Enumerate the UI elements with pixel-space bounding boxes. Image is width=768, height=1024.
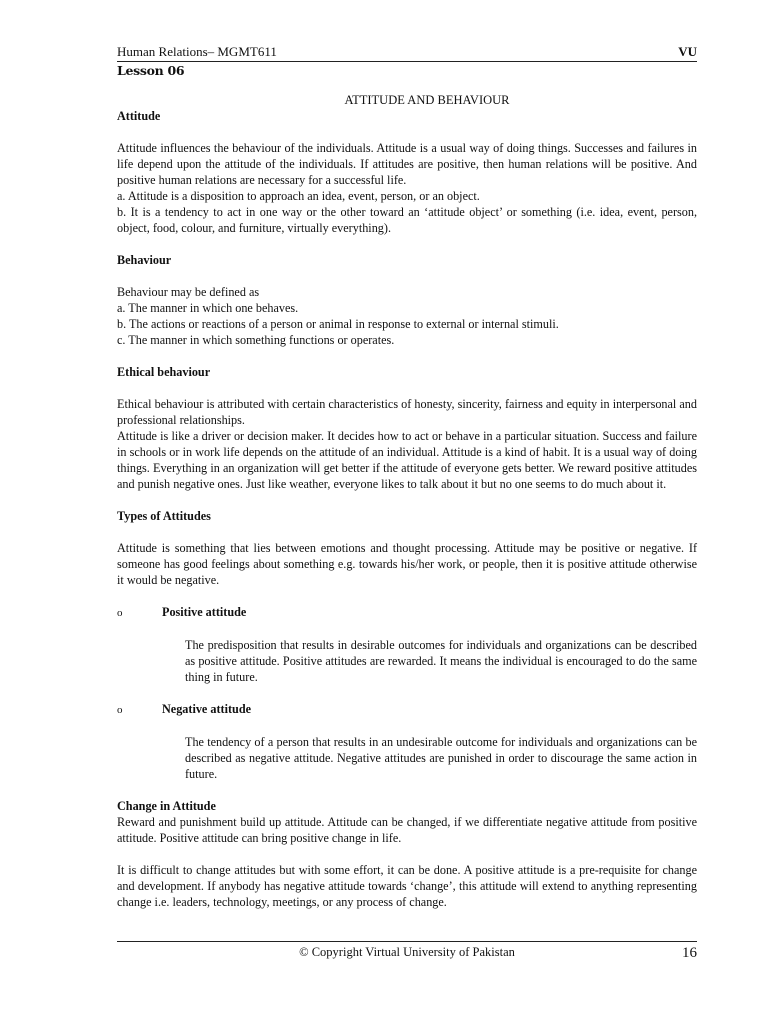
negative-attitude-bullet	[117, 701, 697, 718]
behaviour-item-b: b. The actions or reactions of a person or animal in response to external or internal stimuli.	[117, 317, 559, 331]
institution-abbrev: VU	[678, 44, 697, 59]
behaviour-intro: Behaviour may be defined as	[117, 285, 260, 299]
ethical-heading: Ethical behaviour	[117, 365, 211, 379]
change-paragraph-1: Reward and punishment build up attitude. Attitude can be changed, if we differentiate negative attitude from positive attitude. Positive attitude can bring positive change in life.	[117, 815, 697, 845]
behaviour-item-c: c. The manner in which something functions or operates.	[117, 333, 395, 347]
types-paragraph: Attitude is something that lies between emotions and thought processing. Attitude may be positive or negative. If someone has good feelings about something e.g. towards his/her work, or people, then it is positive attitude otherwise it would be negative.	[117, 541, 697, 587]
ethical-paragraph-2: Attitude is like a driver or decision maker. It decides how to act or behave in a particular situation. Success and failure in schools or in work life depends on the attitude of an individual. Attitude is a kind of habit. It is a usual way of doing things. Everything in an organization will get better if the attitude of everyone gets better. We reward positive attitudes and punish negative ones. Just like weather, everyone likes to talk about it but no one seems to do much about it.	[117, 429, 697, 491]
behaviour-heading: Behaviour	[117, 253, 172, 267]
page-title: ATTITUDE AND BEHAVIOUR	[344, 93, 510, 107]
page-footer	[117, 941, 697, 960]
types-heading: Types of Attitudes	[117, 509, 211, 523]
positive-attitude-bullet	[117, 604, 697, 621]
document-page	[117, 44, 697, 910]
page-header	[117, 44, 697, 62]
ethical-paragraph-1: Ethical behaviour is attributed with certain characteristics of honesty, sincerity, fairness and equity in interpersonal and professional relationships.	[117, 397, 697, 427]
bullet-marker: o	[117, 607, 123, 619]
behaviour-item-a: a. The manner in which one behaves.	[117, 301, 299, 315]
positive-attitude-heading: Positive attitude	[162, 605, 247, 619]
positive-attitude-text: The predisposition that results in desirable outcomes for individuals and organizations can be described as positive attitude. Positive attitudes are rewarded. It means the individual is encouraged to do the same thing in future.	[185, 638, 697, 684]
attitude-paragraph: Attitude influences the behaviour of the individuals. Attitude is a usual way of doing things. Successes and failures in life depend upon the attitude of the individuals. If attitudes are positive, then human relations will be positive. And positive human relations are necessary for a successful life.	[117, 141, 697, 187]
negative-attitude-text: The tendency of a person that results in an undesirable outcome for individuals and organizations can be described as negative attitude. Negative attitudes are punished in order to discourage the same action in future.	[185, 735, 697, 781]
change-heading: Change in Attitude	[117, 799, 216, 813]
change-paragraph-2: It is difficult to change attitudes but with some effort, it can be done. A positive attitude is a pre-requisite for change and development. If anybody has negative attitude towards ‘change’, this attitude will extend to anything representing change i.e. leaders, technology, meetings, or any process of change.	[117, 863, 697, 909]
negative-attitude-heading: Negative attitude	[162, 702, 252, 716]
course-title: Human Relations– MGMT611	[117, 44, 277, 59]
attitude-item-a: a. Attitude is a disposition to approach an idea, event, person, or an object.	[117, 189, 480, 203]
lesson-label: Lesson 06	[117, 63, 185, 78]
page-number: 16	[682, 945, 697, 961]
bullet-marker: o	[117, 704, 123, 716]
attitude-item-b: b. It is a tendency to act in one way or the other toward an ‘attitude object’ or something (i.e. idea, event, person, object, food, colour, and furniture, virtually everything).	[117, 205, 697, 235]
attitude-heading: Attitude	[117, 109, 161, 123]
copyright-text: © Copyright Virtual University of Pakistan	[299, 945, 515, 959]
